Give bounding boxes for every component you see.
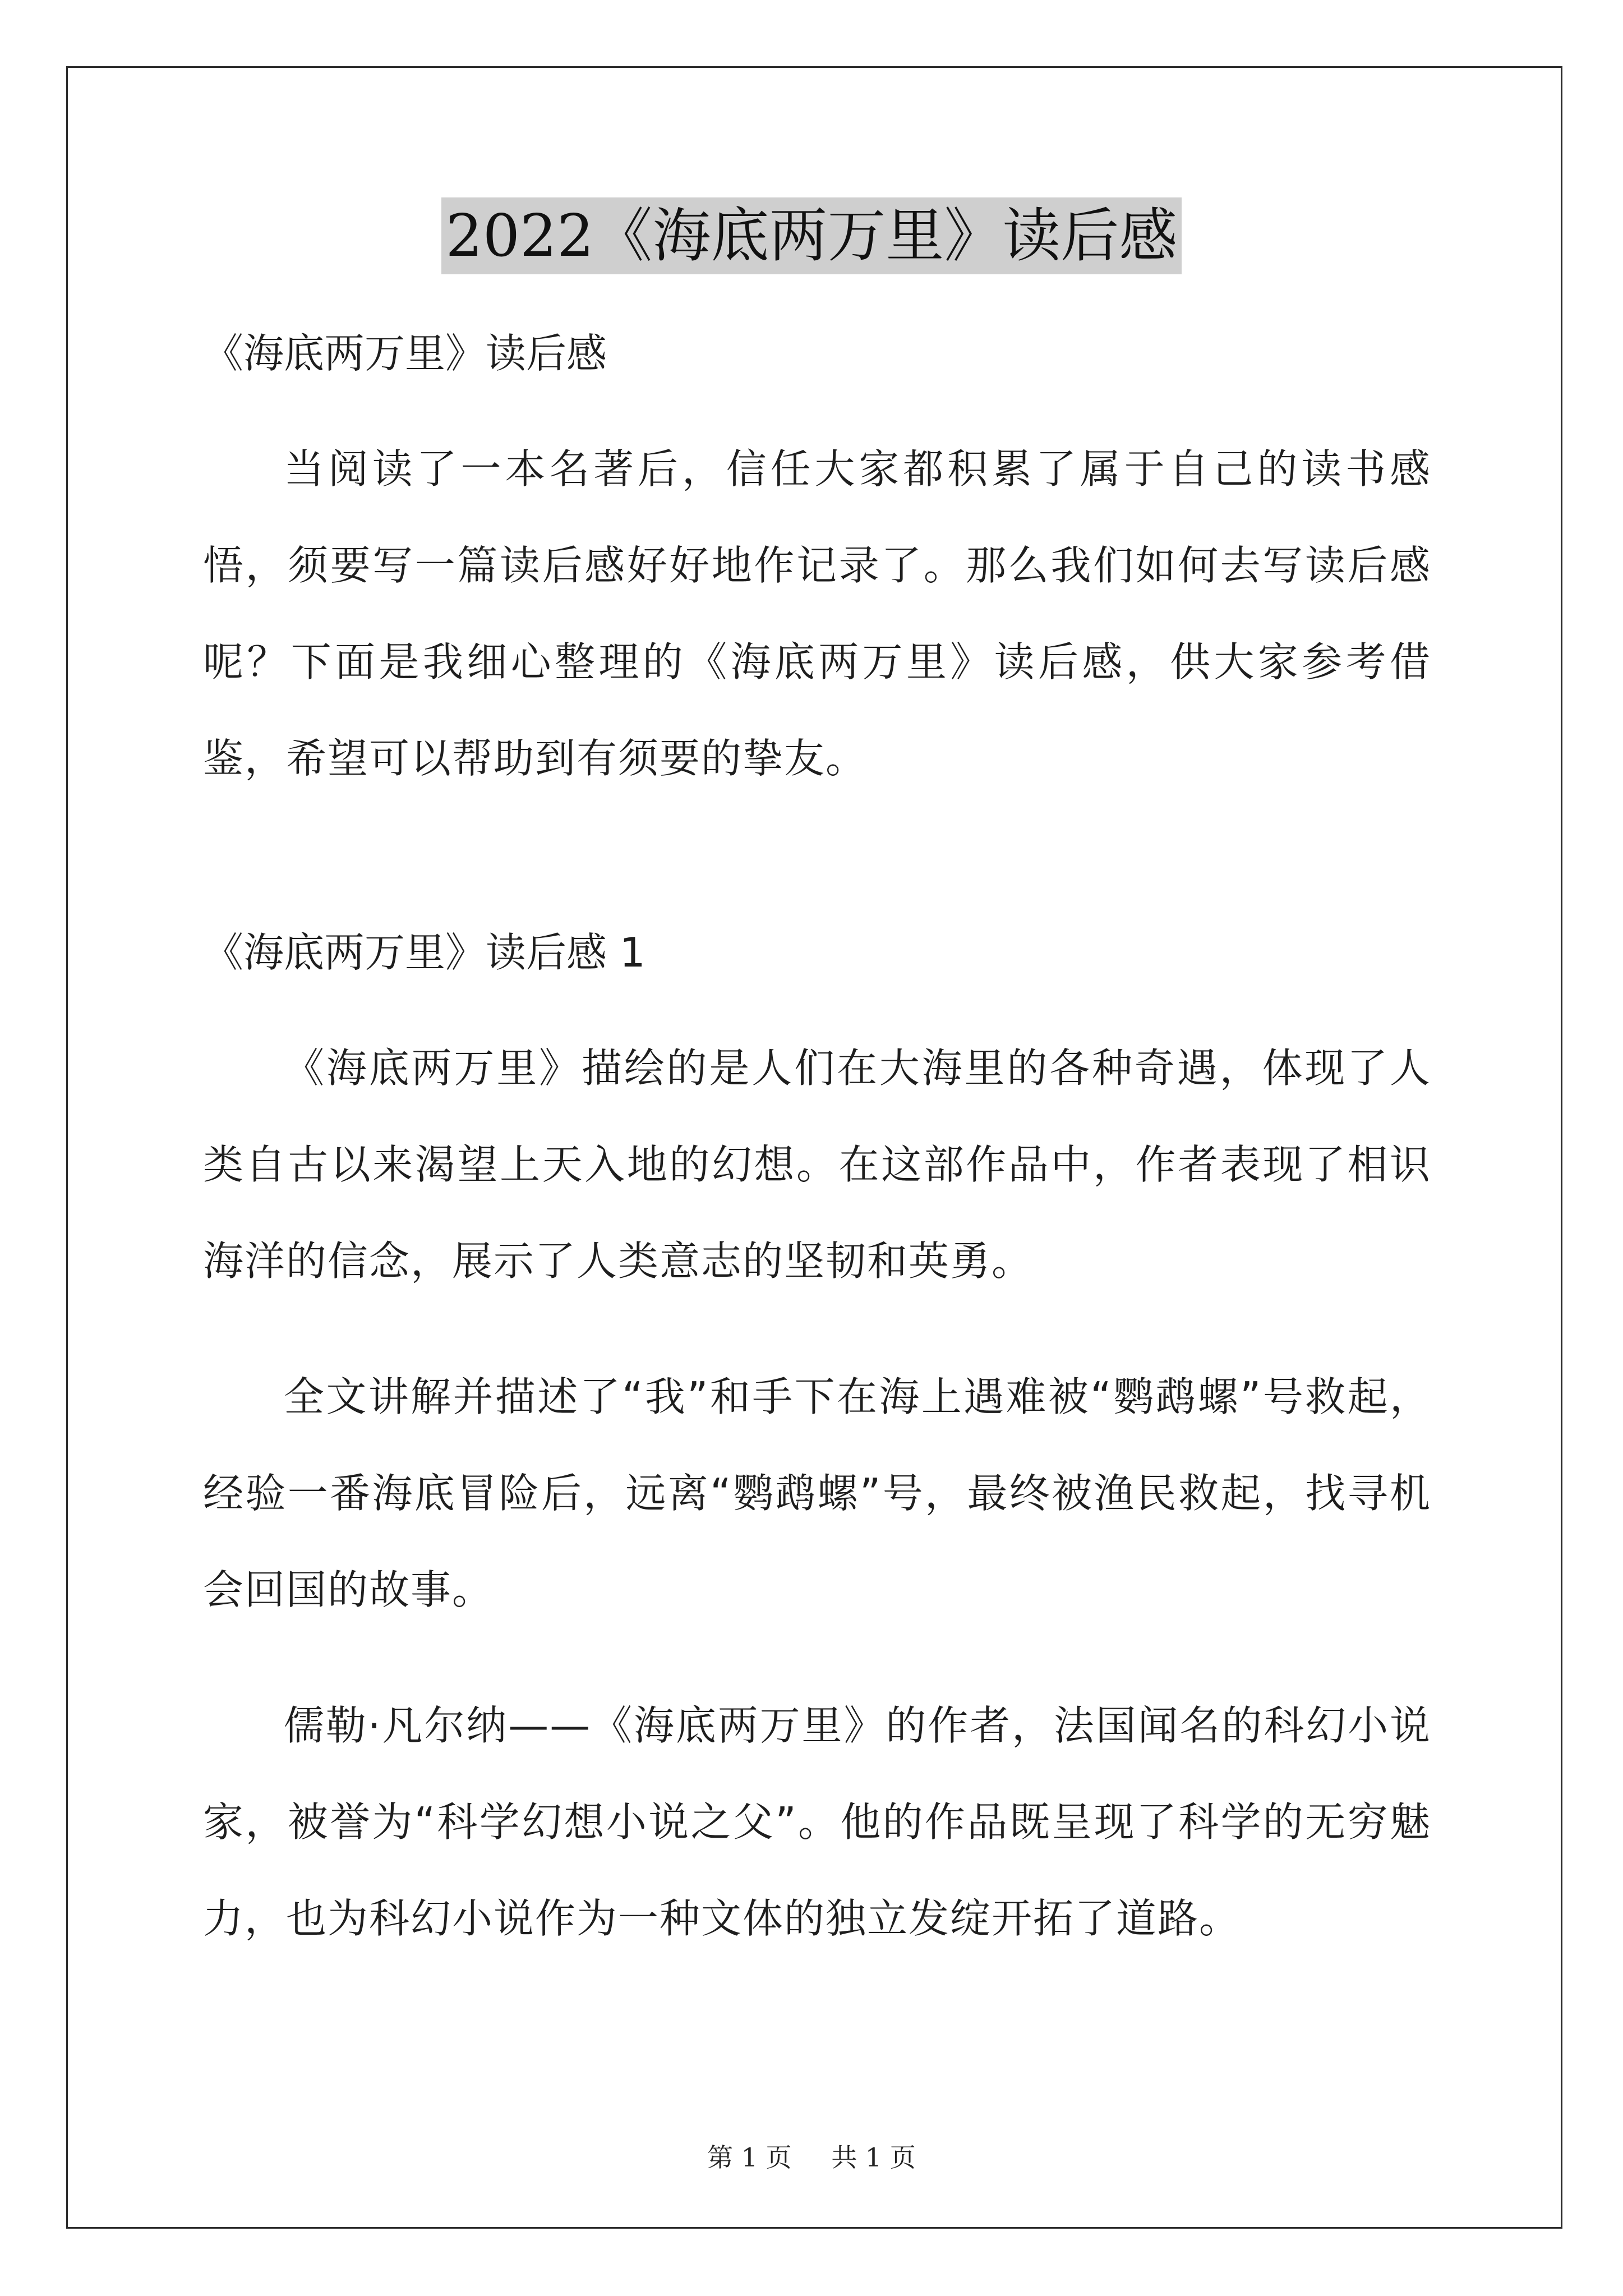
page-footer bbox=[0, 2137, 1623, 2174]
section-heading: 《海底两万里》读后感 1 bbox=[203, 929, 645, 976]
document-title-wrapper bbox=[0, 197, 1623, 274]
intro-heading: 《海底两万里》读后感 bbox=[203, 330, 607, 377]
body-paragraph-2: 全文讲解并描述了“我”和手下在海上遇难被“鹦鹉螺”号救起，经验一番海底冒险后，远离“鹦鹉螺”号，最终被渔民救起，找寻机会回国的故事。 bbox=[203, 1373, 1431, 1613]
document-body bbox=[203, 325, 1431, 1967]
body-paragraph-1: 《海底两万里》描绘的是人们在大海里的各种奇遇，体现了人类自古以来渴望上天入地的幻想。在这部作品中，作者表现了相识海洋的信念，展示了人类意志的坚韧和英勇。 bbox=[203, 1045, 1431, 1285]
document-title: 2022《海底两万里》读后感 bbox=[441, 197, 1182, 274]
body-paragraph-3: 儒勒·凡尔纳——《海底两万里》的作者，法国闻名的科幻小说家，被誉为“科学幻想小说之父”。他的作品既呈现了科学的无穷魅力，也为科幻小说作为一种文体的独立发绽开拓了道路。 bbox=[203, 1702, 1431, 1942]
page-number-total: 共 1 页 bbox=[831, 2142, 916, 2173]
page-number-current: 第 1 页 bbox=[707, 2142, 792, 2173]
intro-paragraph: 当阅读了一本名著后，信任大家都积累了属于自己的读书感悟，须要写一篇读后感好好地作记录了。那么我们如何去写读后感呢？下面是我细心整理的《海底两万里》读后感，供大家参考借鉴，希望可以帮助到有须要的挚友。 bbox=[203, 445, 1431, 782]
